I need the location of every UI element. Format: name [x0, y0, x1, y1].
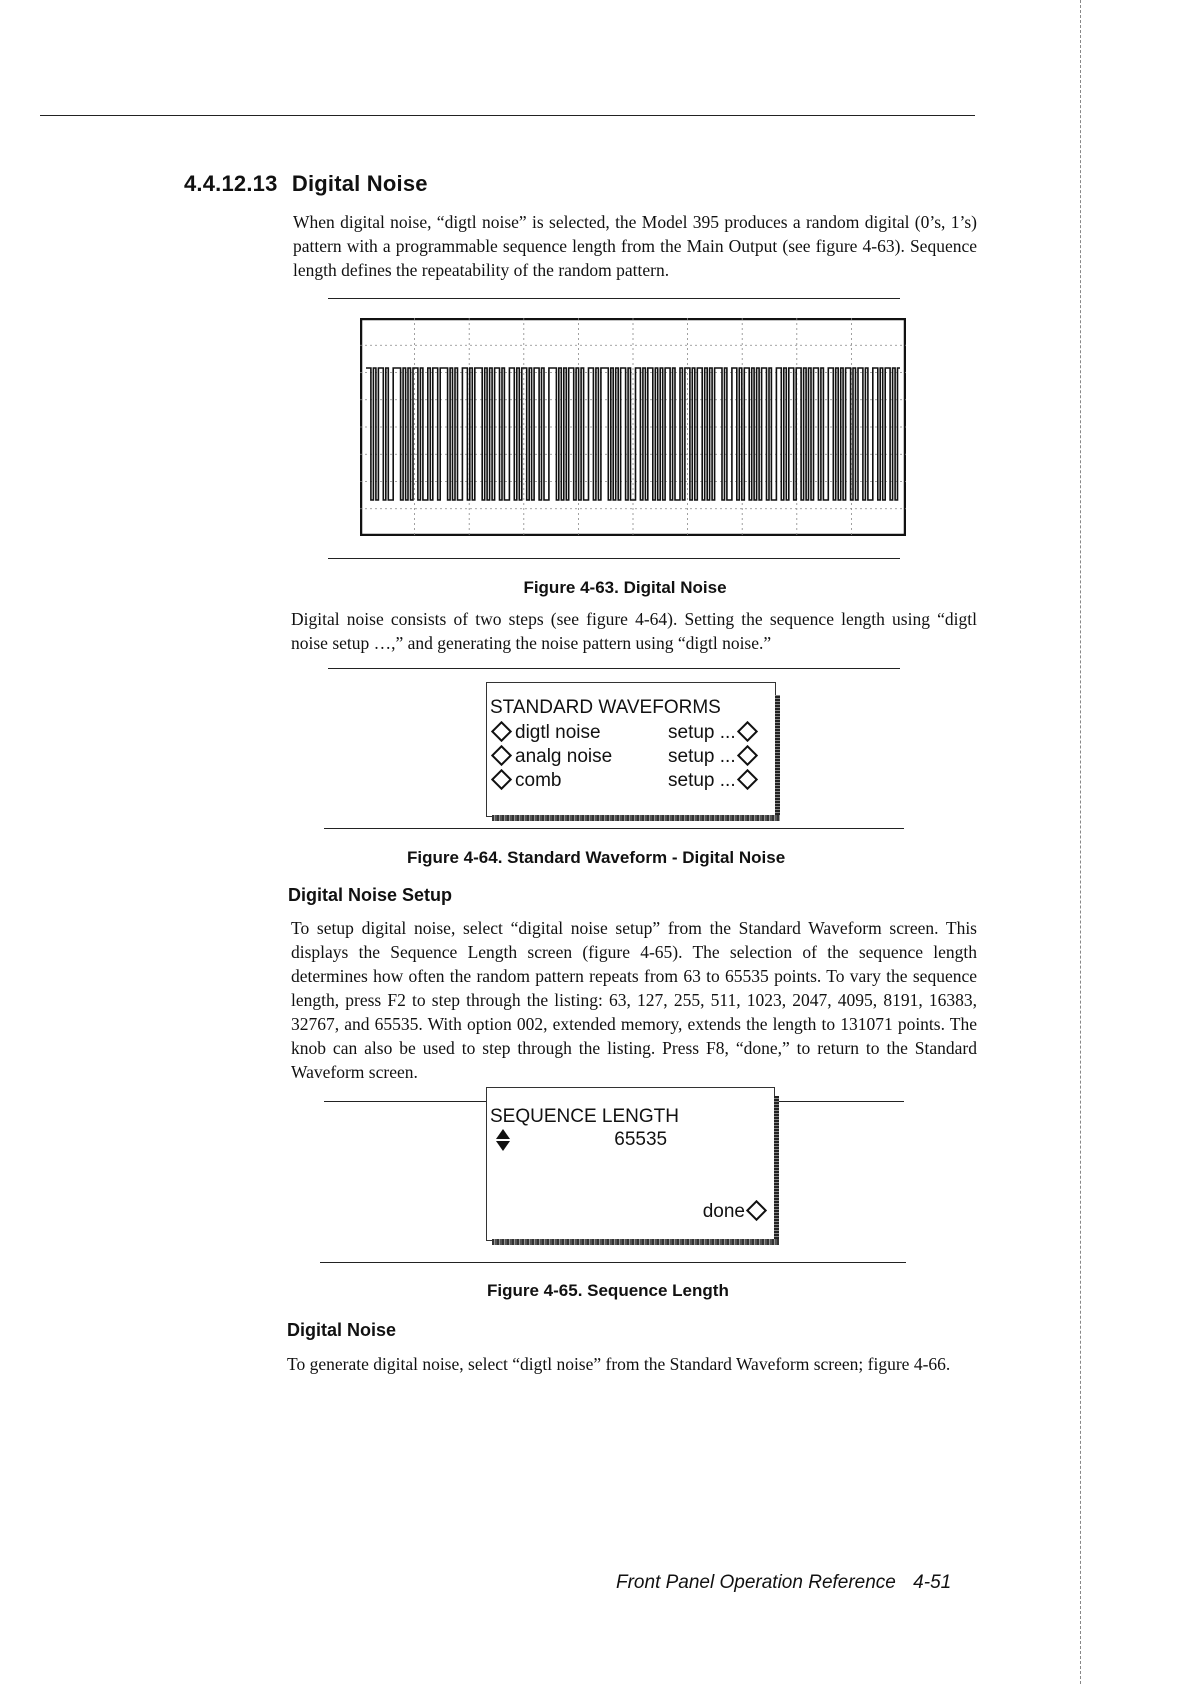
figure-64-top-rule	[328, 668, 900, 669]
noise-paragraph: To generate digital noise, select “digtl noise” from the Standard Waveform screen; figure 4-66.	[287, 1354, 951, 1374]
screen-shadow	[775, 695, 780, 821]
done-softkey[interactable]	[703, 1201, 770, 1223]
figure-63-bottom-rule	[328, 558, 900, 559]
screen-shadow	[492, 815, 780, 821]
setup-label: setup ...	[668, 722, 736, 743]
screen-title: SEQUENCE LENGTH	[490, 1106, 679, 1127]
diamond-icon	[491, 721, 512, 742]
figure-64-caption: Figure 4-64. Standard Waveform - Digital Noise	[407, 848, 786, 867]
setup-paragraph: To setup digital noise, select “digital noise setup” from the Standard Waveform screen. This displays the Sequence Length screen (figure 4-65). The selection of the sequence length determines how often the random pattern repeats from 63 to 65535 points. To vary the sequence length, press F2 to step through the listing: 63, 127, 255, 511, 1023, 2047, 4095, 8191, 16383, 32767, and 65535. With option 002, extended memory, extends the length to 131071 points. The knob can also be used to step through the listing. Press F8, “done,” to return to the Standard Waveform screen.	[291, 918, 977, 1082]
screen-title: STANDARD WAVEFORMS	[490, 697, 721, 718]
diamond-icon	[737, 721, 758, 742]
diamond-icon	[491, 745, 512, 766]
figure-65-bottom-rule	[320, 1262, 906, 1263]
intro-paragraph: When digital noise, “digtl noise” is selected, the Model 395 produces a random digital (0’s, 1’s) pattern with a programmable sequence length from the Main Output (see figure 4-63). Sequence length defines the repeatability of the random pattern.	[293, 212, 977, 280]
section-title: Digital Noise	[291, 171, 428, 196]
menu-label: comb	[515, 770, 562, 791]
menu-row-digtl-noise[interactable]	[490, 722, 770, 744]
sequence-length-screen	[486, 1087, 775, 1241]
sequence-value-row[interactable]	[495, 1128, 667, 1152]
figure-64-bottom-rule	[324, 828, 904, 829]
figure-63-caption: Figure 4-63. Digital Noise	[523, 578, 727, 597]
menu-label: digtl noise	[515, 722, 601, 743]
section-number: 4.4.12.13	[184, 171, 278, 196]
noise-heading: Digital Noise	[287, 1320, 397, 1340]
setup-label: setup ...	[668, 746, 736, 767]
figure-65-caption: Figure 4-65. Sequence Length	[487, 1281, 729, 1300]
screen-shadow	[492, 1239, 779, 1245]
setup-heading: Digital Noise Setup	[288, 885, 453, 905]
menu-row-analg-noise[interactable]	[490, 746, 770, 768]
page-edge-line	[1080, 0, 1081, 1684]
setup-label: setup ...	[668, 770, 736, 791]
screen-shadow	[774, 1096, 779, 1245]
header-rule	[40, 115, 975, 116]
done-label: done	[702, 1201, 745, 1222]
page-footer	[616, 1572, 951, 1594]
paragraph-two: Digital noise consists of two steps (see figure 4-64). Setting the sequence length using “digtl noise setup …,” and generating the noise pattern using “digtl noise.”	[291, 609, 977, 653]
figure-63-waveform	[360, 318, 906, 536]
section-heading	[184, 171, 428, 197]
page-number: 4-51	[913, 1572, 952, 1593]
footer-text: Front Panel Operation Reference	[616, 1572, 896, 1593]
diamond-icon	[746, 1200, 767, 1221]
up-down-arrow-icon	[495, 1128, 511, 1152]
diamond-icon	[737, 769, 758, 790]
menu-label: analg noise	[515, 746, 613, 767]
standard-waveforms-screen	[486, 682, 776, 817]
diamond-icon	[737, 745, 758, 766]
sequence-value: 65535	[614, 1129, 668, 1151]
menu-row-comb[interactable]	[490, 770, 770, 792]
diamond-icon	[491, 769, 512, 790]
figure-63-top-rule	[328, 298, 900, 299]
